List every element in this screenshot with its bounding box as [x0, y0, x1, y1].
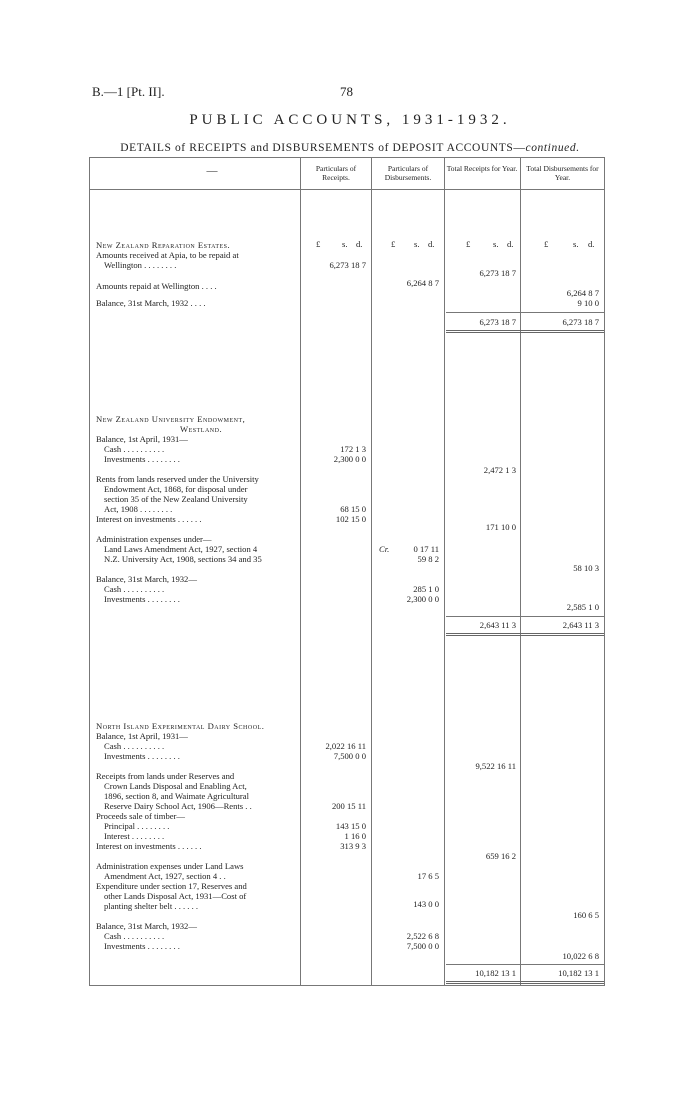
- line-item: other Lands Disposal Act, 1931—Cost of: [104, 891, 247, 901]
- subtitle-continued: continued.: [525, 142, 580, 154]
- pence-sign: d.: [588, 239, 595, 249]
- total-receipts-amount: 9,522 16 11: [475, 761, 516, 771]
- pence-sign: d.: [428, 239, 435, 249]
- line-item: Balance, 1st April, 1931—: [96, 731, 188, 741]
- total-disbursements-sum: 2,643 11 3: [562, 620, 599, 630]
- total-receipts-amount: 2,472 1 3: [483, 465, 516, 475]
- receipt-amount: 172 1 3: [340, 444, 366, 454]
- total-rule: [446, 312, 604, 313]
- page-subtitle: [0, 142, 700, 154]
- line-item: Receipts from lands under Reserves and: [96, 771, 235, 781]
- total-disbursements-sum: 10,182 13 1: [558, 968, 599, 978]
- pound-sign: £: [466, 239, 471, 249]
- line-item: Investments . . . . . . . .: [104, 941, 180, 951]
- double-rule: [446, 633, 604, 636]
- total-receipts-amount: 171 10 0: [485, 522, 516, 532]
- line-item: Amendment Act, 1927, section 4 . .: [104, 871, 226, 881]
- line-item: Wellington . . . . . . . .: [104, 260, 177, 270]
- disbursement-amount: 2,522 6 8: [406, 931, 439, 941]
- total-disbursements-amount: 6,264 8 7: [566, 288, 599, 298]
- receipt-amount: 313 9 3: [340, 841, 366, 851]
- line-item: planting shelter belt . . . . . .: [104, 901, 199, 911]
- section-heading: New Zealand Reparation Estates.: [96, 240, 231, 250]
- line-item: Expenditure under section 17, Reserves and: [96, 881, 247, 891]
- disbursement-amount: 6,264 8 7: [406, 278, 439, 288]
- line-item: Administration expenses under—: [96, 534, 212, 544]
- line-item: Act, 1908 . . . . . . . .: [104, 504, 173, 514]
- total-rule: [446, 616, 604, 617]
- total-disbursements-amount: 10,022 6 8: [562, 951, 599, 961]
- section-heading: Westland.: [180, 424, 223, 434]
- receipt-amount: 143 15 0: [335, 821, 366, 831]
- total-receipts-sum: 10,182 13 1: [475, 968, 516, 978]
- line-item: Principal . . . . . . . .: [104, 821, 170, 831]
- col-header-total-receipts: Total Receipts for Year.: [446, 164, 518, 173]
- total-disbursements-amount: 58 10 3: [573, 563, 599, 573]
- receipt-amount: 102 15 0: [335, 514, 366, 524]
- col-header-desc: —: [206, 165, 218, 177]
- line-item: Balance, 31st March, 1932 . . . .: [96, 298, 206, 308]
- pence-sign: d.: [356, 239, 363, 249]
- line-item: Cash . . . . . . . . . .: [104, 584, 165, 594]
- col-rule-4: [520, 157, 521, 985]
- col-header-disbursements: Particulars of Disbursements.: [384, 164, 432, 182]
- line-item: Crown Lands Disposal and Enabling Act,: [104, 781, 247, 791]
- total-disbursements-sum: 6,273 18 7: [562, 317, 599, 327]
- line-item: Cash . . . . . . . . . .: [104, 931, 165, 941]
- disbursement-amount: 285 1 0: [413, 584, 439, 594]
- shilling-sign: s.: [573, 239, 579, 249]
- section-heading: North Island Experimental Dairy School.: [96, 721, 265, 731]
- double-rule: [446, 981, 604, 984]
- col-header-total-disbursements: Total Disbursements for Year.: [526, 164, 599, 182]
- disbursement-amount: 7,500 0 0: [406, 941, 439, 951]
- line-item: Land Laws Amendment Act, 1927, section 4: [104, 544, 258, 554]
- col-rule-3: [444, 157, 445, 985]
- disbursement-amount: 59 8 2: [417, 554, 439, 564]
- line-item: Amounts repaid at Wellington . . . .: [96, 281, 217, 291]
- line-item: Cash . . . . . . . . . .: [104, 741, 165, 751]
- line-item: Interest on investments . . . . . .: [96, 514, 202, 524]
- report-reference: B.—1 [Pt. II].: [92, 84, 165, 99]
- line-item: Investments . . . . . . . .: [104, 751, 180, 761]
- shilling-sign: s.: [414, 239, 420, 249]
- line-item: Reserve Dairy School Act, 1906—Rents . .: [104, 801, 252, 811]
- pound-sign: £: [316, 239, 321, 249]
- receipt-amount: 2,022 16 11: [325, 741, 366, 751]
- table-right-rule: [604, 157, 605, 985]
- table-left-rule: [89, 157, 90, 985]
- page-number: 78: [340, 84, 353, 99]
- line-item: Investments . . . . . . . .: [104, 594, 180, 604]
- receipt-amount: 1 16 0: [344, 831, 366, 841]
- col-header-receipts: Particulars of Receipts.: [315, 164, 357, 182]
- receipt-amount: 2,300 0 0: [333, 454, 366, 464]
- line-item: 1896, section 8, and Waimate Agricultural: [104, 791, 249, 801]
- receipt-amount: 6,273 18 7: [329, 260, 366, 270]
- header-bottom-rule: [89, 189, 605, 190]
- pound-sign: £: [391, 239, 396, 249]
- table-top-rule: [89, 157, 605, 158]
- disbursement-amount: 17 6 5: [417, 871, 439, 881]
- line-item: Balance, 1st April, 1931—: [96, 434, 188, 444]
- col-rule-2: [371, 157, 372, 985]
- receipt-amount: 7,500 0 0: [333, 751, 366, 761]
- section-heading: New Zealand University Endowment,: [96, 414, 246, 424]
- line-item: Investments . . . . . . . .: [104, 454, 180, 464]
- line-item: Rents from lands reserved under the University: [96, 474, 259, 484]
- line-item: Interest on investments . . . . . .: [96, 841, 202, 851]
- disbursement-amount: 2,300 0 0: [406, 594, 439, 604]
- double-rule: [446, 330, 604, 333]
- pence-sign: d.: [507, 239, 514, 249]
- disbursement-amount: 143 0 0: [413, 899, 439, 909]
- receipt-amount: 68 15 0: [340, 504, 366, 514]
- total-disbursements-amount: 9 10 0: [577, 298, 599, 308]
- line-item: Interest . . . . . . . .: [104, 831, 165, 841]
- line-item: Amounts received at Apia, to be repaid at: [96, 250, 239, 260]
- subtitle-main: DETAILS of RECEIPTS and DISBURSEMENTS of DEPOSIT ACCOUNTS—: [120, 142, 526, 154]
- line-item: Endowment Act, 1868, for disposal under: [104, 484, 248, 494]
- line-item: N.Z. University Act, 1908, sections 34 and 35: [104, 554, 262, 564]
- total-receipts-sum: 6,273 18 7: [479, 317, 516, 327]
- table-bottom-rule: [89, 985, 605, 986]
- total-receipts-sum: 2,643 11 3: [479, 620, 516, 630]
- shilling-sign: s.: [342, 239, 348, 249]
- line-item: section 35 of the New Zealand University: [104, 494, 248, 504]
- total-receipts-amount: 6,273 18 7: [479, 268, 516, 278]
- total-disbursements-amount: 160 6 5: [573, 910, 599, 920]
- total-receipts-amount: 659 16 2: [485, 851, 516, 861]
- credit-marker: Cr.: [379, 544, 390, 554]
- disbursement-amount: 0 17 11: [413, 544, 439, 554]
- line-item: Balance, 31st March, 1932—: [96, 921, 197, 931]
- total-disbursements-amount: 2,585 1 0: [566, 602, 599, 612]
- page-title: PUBLIC ACCOUNTS, 1931-1932.: [189, 112, 511, 128]
- line-item: Administration expenses under Land Laws: [96, 861, 244, 871]
- total-rule: [446, 964, 604, 965]
- receipt-amount: 200 15 11: [331, 801, 366, 811]
- col-rule-1: [300, 157, 301, 985]
- line-item: Proceeds sale of timber—: [96, 811, 186, 821]
- shilling-sign: s.: [493, 239, 499, 249]
- line-item: Balance, 31st March, 1932—: [96, 574, 197, 584]
- line-item: Cash . . . . . . . . . .: [104, 444, 165, 454]
- pound-sign: £: [544, 239, 549, 249]
